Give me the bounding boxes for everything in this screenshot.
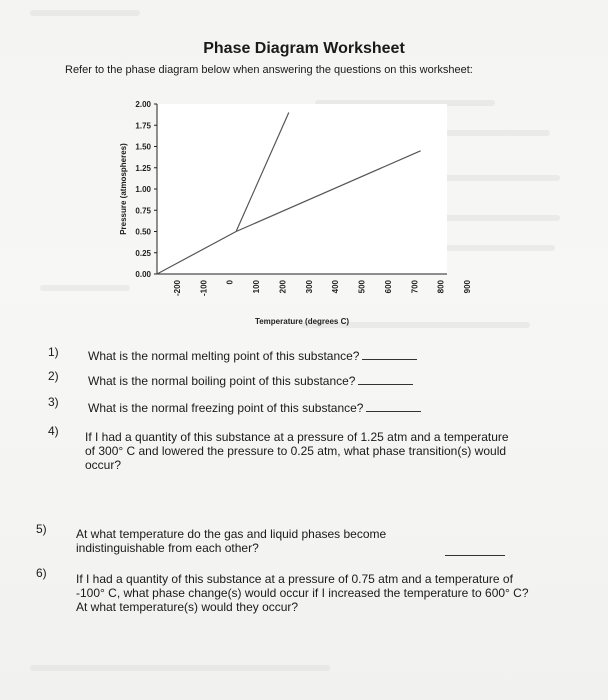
question-number: 6)	[36, 566, 47, 580]
question-number: 3)	[48, 395, 59, 409]
y-tick-label: 2.00	[135, 100, 151, 109]
bleed-through-mark	[30, 665, 330, 671]
y-tick-label: 0.75	[135, 206, 151, 216]
y-tick-label: 0.00	[135, 270, 151, 279]
y-tick-label: 1.00	[135, 185, 151, 194]
phase-diagram-chart	[112, 92, 472, 332]
question-1	[88, 349, 468, 363]
question-3	[88, 401, 468, 415]
question-6: If I had a quantity of this substance at a pressure of 0.75 atm and a temperature of -100° C, what phase change(s) would occur if I increased the temperature to 600° C? At what temperature(s) would they occur?	[76, 572, 529, 614]
plot-area	[157, 104, 447, 274]
bleed-through-mark	[30, 10, 140, 16]
x-tick-label: 400	[331, 280, 341, 294]
page-title: Phase Diagram Worksheet	[203, 40, 405, 57]
question-number: 5)	[36, 522, 47, 536]
x-tick-label: 0	[225, 280, 235, 285]
x-tick-label: -200	[173, 280, 182, 297]
y-tick-label: 1.75	[135, 121, 151, 131]
x-tick-label: 300	[304, 280, 314, 294]
answer-blank[interactable]	[362, 349, 417, 360]
x-tick-label: 700	[410, 280, 420, 294]
y-tick-label: 1.25	[135, 163, 151, 173]
answer-blank[interactable]	[445, 545, 505, 556]
answer-blank[interactable]	[366, 401, 421, 412]
x-tick-label: 500	[357, 280, 367, 294]
question-2	[88, 374, 468, 388]
x-tick-label: -100	[199, 280, 209, 297]
question-text: What is the normal boiling point of this substance?	[88, 374, 356, 388]
x-tick-label: 600	[383, 280, 393, 294]
question-text: What is the normal melting point of this substance?	[88, 349, 360, 363]
question-number: 2)	[48, 369, 59, 383]
x-tick-label: 200	[278, 280, 288, 294]
x-tick-label: 900	[463, 280, 472, 294]
y-tick-label: 0.25	[135, 248, 151, 258]
instructions: Refer to the phase diagram below when answering the questions on this worksheet:	[65, 64, 473, 76]
y-axis-label: Pressure (atmospheres)	[119, 143, 128, 235]
answer-blank[interactable]	[358, 374, 413, 385]
question-number: 4)	[48, 424, 59, 438]
question-4: If I had a quantity of this substance at a pressure of 1.25 atm and a temperature of 300° C and lowered the pressure to 0.25 atm, what phase transition(s) would occur?	[85, 430, 509, 472]
x-axis-label: Temperature (degrees C)	[254, 317, 350, 326]
y-tick-label: 0.50	[135, 227, 151, 237]
question-number: 1)	[48, 345, 59, 359]
question-5: At what temperature do the gas and liquid phases become indistinguishable from each other?	[76, 527, 387, 555]
y-tick-label: 1.50	[135, 142, 151, 152]
x-tick-label: 800	[436, 280, 446, 294]
x-tick-label: 100	[252, 280, 262, 294]
question-text: What is the normal freezing point of this substance?	[88, 401, 364, 415]
